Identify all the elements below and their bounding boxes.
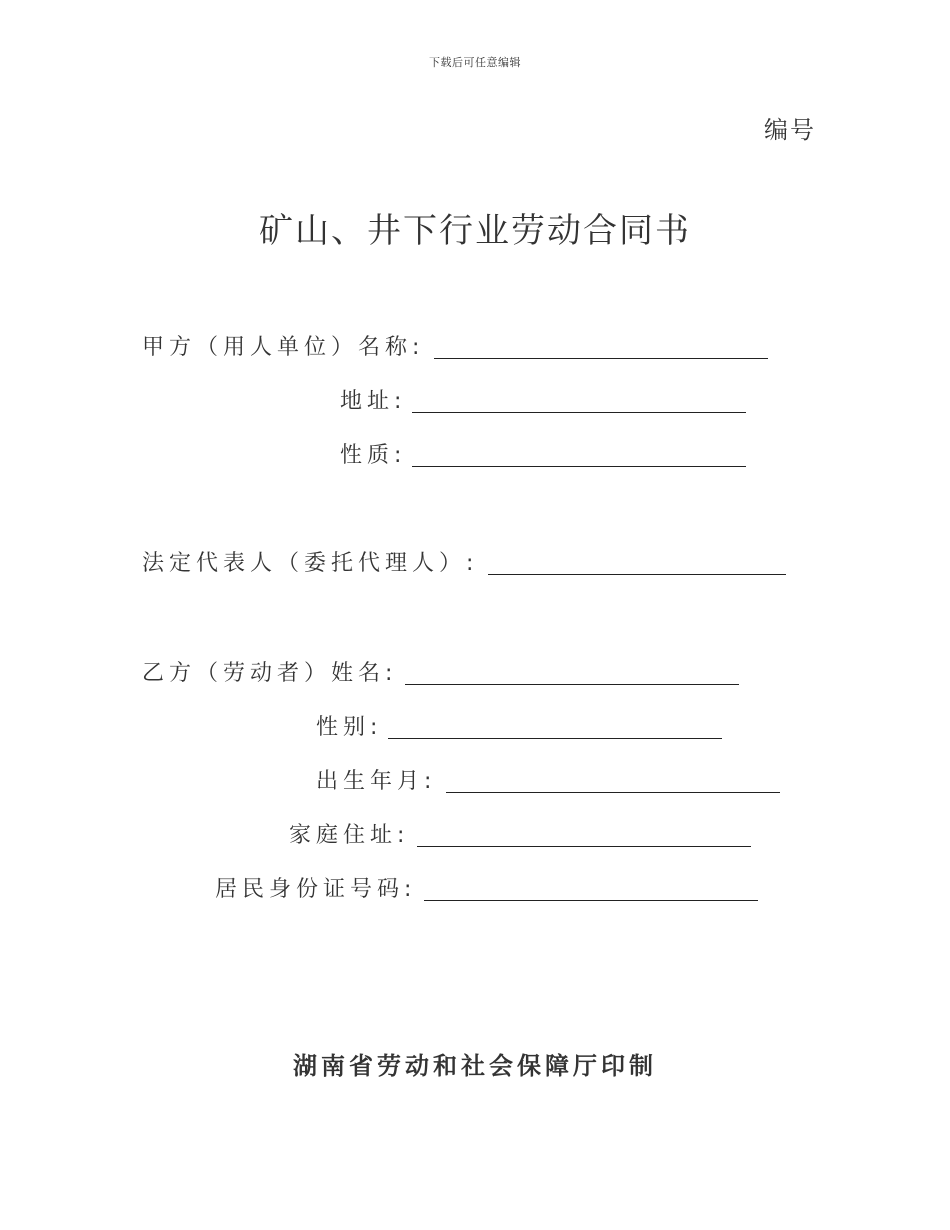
- footer-printer-note: 湖南省劳动和社会保障厅印制: [293, 1052, 657, 1080]
- party-b-birth-field[interactable]: [446, 792, 780, 793]
- legal-rep-label: 法定代表人（委托代理人）:: [142, 551, 479, 576]
- party-b-birth-row: [316, 764, 780, 796]
- party-a-name-row: [142, 330, 768, 362]
- party-b-name-field[interactable]: [405, 684, 739, 685]
- party-a-nature-field[interactable]: [412, 466, 746, 467]
- party-a-address-field[interactable]: [412, 412, 746, 413]
- party-a-address-row: [340, 384, 746, 416]
- document-number-label: 编号: [764, 116, 816, 144]
- party-b-address-row: [289, 818, 751, 850]
- party-b-address-label: 家庭住址:: [289, 823, 410, 848]
- party-b-gender-row: [316, 710, 722, 742]
- party-a-address-label: 地址:: [340, 389, 407, 414]
- legal-rep-row: [142, 546, 786, 578]
- party-b-gender-label: 性别:: [316, 715, 383, 740]
- party-b-name-row: [142, 656, 739, 688]
- party-a-name-field[interactable]: [434, 358, 768, 359]
- document-title: 矿山、井下行业劳动合同书: [259, 211, 691, 251]
- party-a-nature-label: 性质:: [340, 443, 407, 468]
- party-b-birth-label: 出生年月:: [316, 769, 437, 794]
- party-b-id-field[interactable]: [424, 900, 758, 901]
- party-a-nature-row: [340, 438, 746, 470]
- party-b-id-row: [215, 872, 758, 904]
- party-b-name-label: 乙方（劳动者）姓名:: [142, 661, 398, 686]
- party-b-address-field[interactable]: [417, 846, 751, 847]
- header-note: 下载后可任意编辑: [429, 56, 521, 69]
- party-b-id-label: 居民身份证号码:: [215, 877, 417, 902]
- party-b-gender-field[interactable]: [388, 738, 722, 739]
- legal-rep-field[interactable]: [488, 574, 786, 575]
- party-a-name-label: 甲方（用人单位）名称:: [142, 335, 425, 360]
